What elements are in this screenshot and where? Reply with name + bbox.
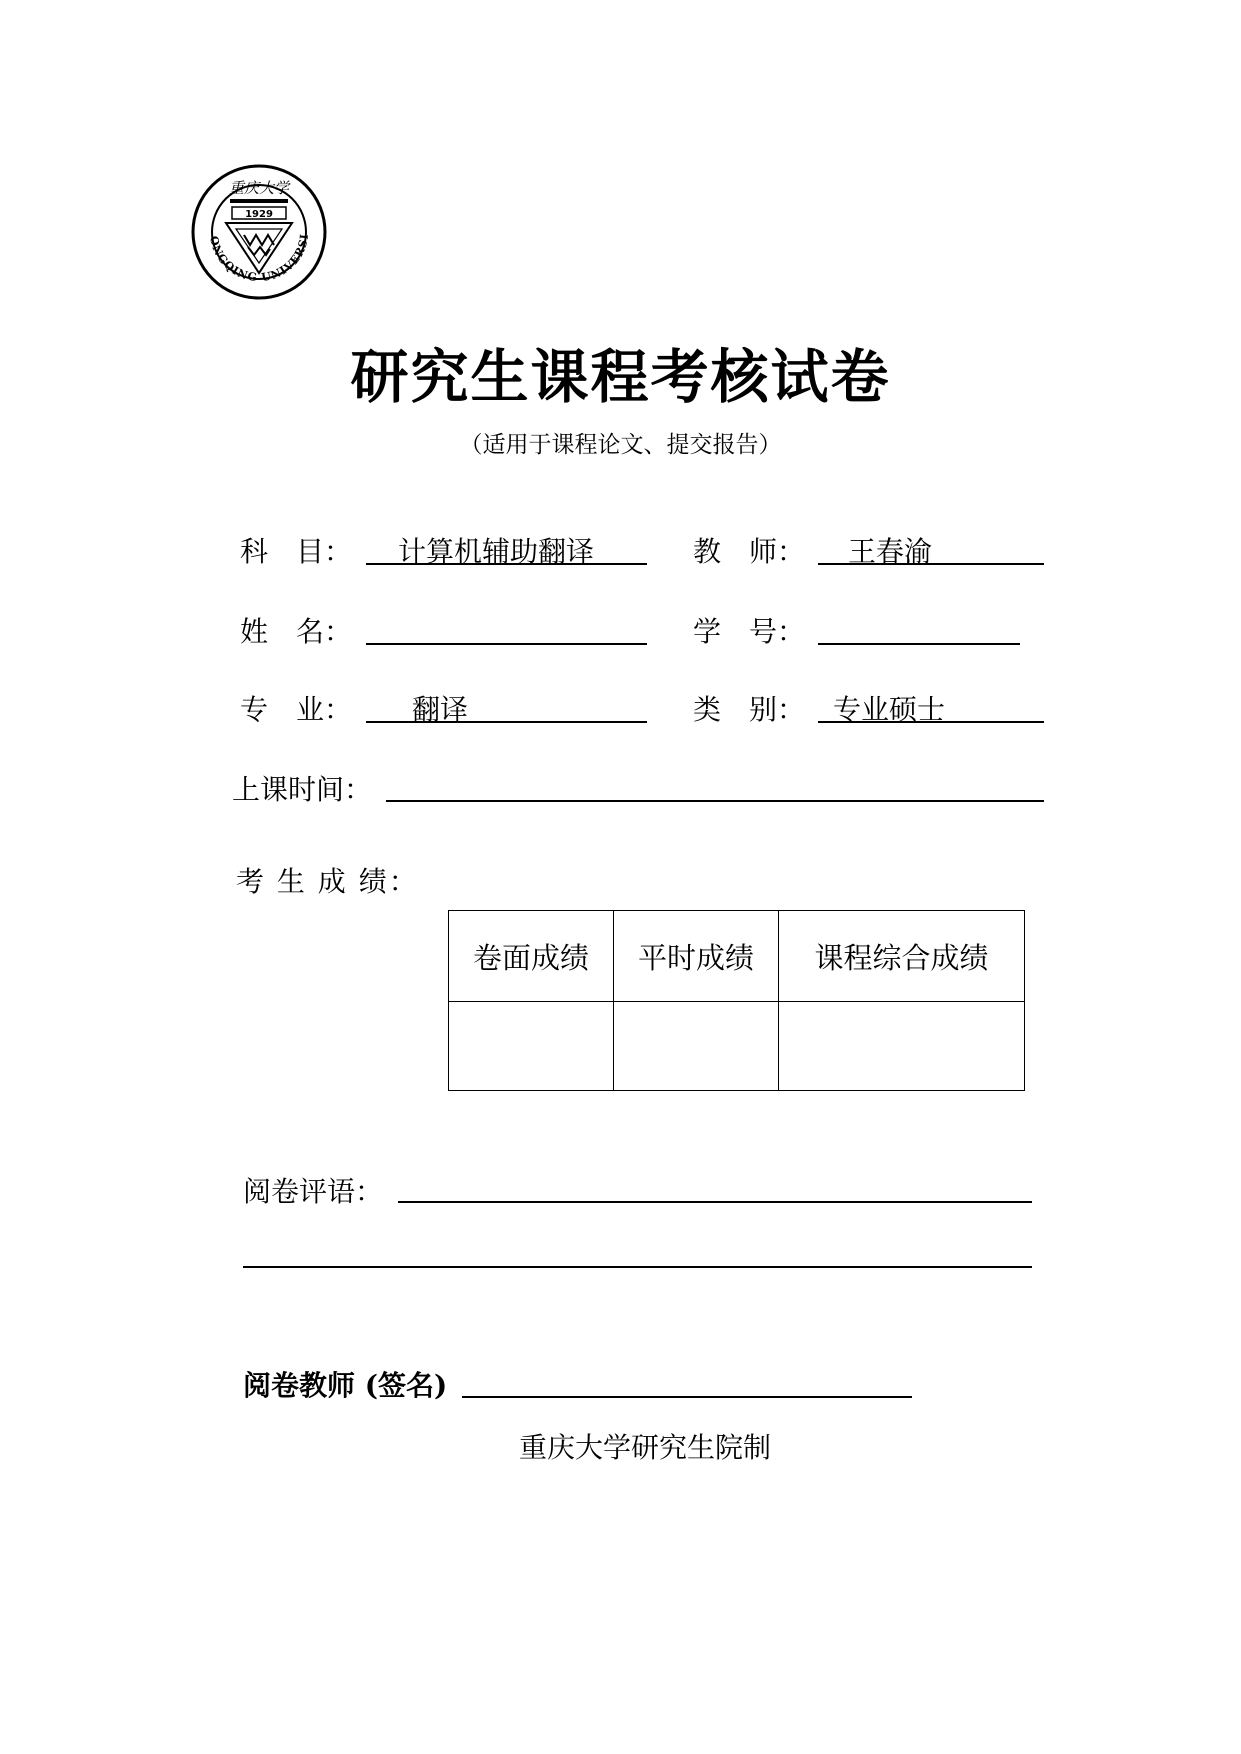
scores-table xyxy=(448,910,1025,1091)
scores-heading: 考 生 成 绩： xyxy=(236,865,419,898)
class-time-underline xyxy=(386,800,1044,802)
comment-underline-2 xyxy=(243,1266,1032,1268)
subject-value[interactable]: 计算机辅助翻译 xyxy=(398,535,595,568)
scores-value-row xyxy=(449,1002,1025,1091)
overall-score-cell[interactable] xyxy=(779,1002,1025,1091)
teacher-value[interactable]: 王春渝 xyxy=(848,535,933,568)
class-time-label: 上课时间： xyxy=(232,773,373,806)
column-header-regular-score: 平时成绩 xyxy=(614,911,779,1002)
subject-label: 科 目： xyxy=(240,535,353,568)
page-title: 研究生课程考核试卷 xyxy=(350,343,891,411)
seal-top-script: 重庆大学 xyxy=(228,179,290,197)
student-id-underline xyxy=(818,643,1020,645)
category-label: 类 别： xyxy=(693,693,806,726)
name-underline xyxy=(366,643,647,645)
major-value[interactable]: 翻译 xyxy=(412,693,469,726)
footer-issuer: 重庆大学研究生院制 xyxy=(518,1431,771,1464)
major-underline xyxy=(366,721,647,723)
signature-underline xyxy=(462,1396,912,1398)
column-header-overall-score: 课程综合成绩 xyxy=(779,911,1025,1002)
comment-underline-1 xyxy=(398,1201,1032,1203)
seal-graphic xyxy=(190,163,328,301)
signature-label: 阅卷教师 (签名) xyxy=(243,1369,448,1402)
comment-label: 阅卷评语： xyxy=(243,1175,384,1208)
seal-year: 1929 xyxy=(245,209,273,220)
page-subtitle: （适用于课程论文、提交报告） xyxy=(459,432,782,458)
paper-score-cell[interactable] xyxy=(449,1002,614,1091)
column-header-paper-score: 卷面成绩 xyxy=(449,911,614,1002)
major-label: 专 业： xyxy=(240,693,353,726)
teacher-label: 教 师： xyxy=(693,535,806,568)
regular-score-cell[interactable] xyxy=(614,1002,779,1091)
student-id-label: 学 号： xyxy=(693,615,806,648)
name-label: 姓 名： xyxy=(240,615,353,648)
university-seal-logo xyxy=(190,163,328,301)
scores-header-row xyxy=(449,911,1025,1002)
category-value[interactable]: 专业硕士 xyxy=(833,693,946,726)
seal-ring-text: ONGQING UNIVERSI xyxy=(207,232,312,285)
